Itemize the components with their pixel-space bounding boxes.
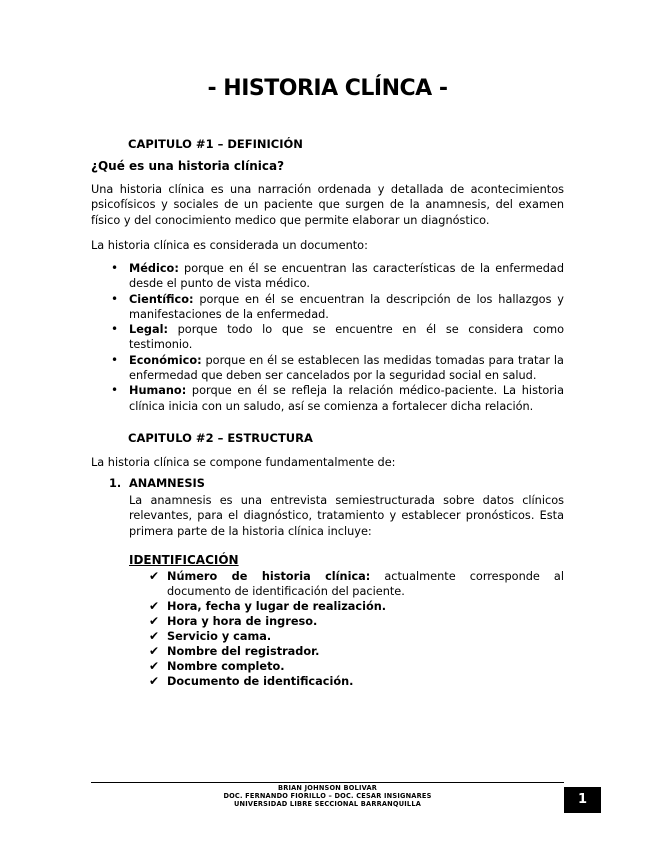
footer bbox=[91, 784, 564, 808]
list-item bbox=[129, 599, 564, 614]
check-term: Hora, fecha y lugar de realización. bbox=[167, 600, 387, 613]
list-item bbox=[91, 322, 564, 353]
document-types-list bbox=[91, 261, 564, 414]
bullet-term: Legal: bbox=[129, 323, 168, 337]
list-item bbox=[129, 629, 564, 644]
chapter-1-heading: CAPITULO #1 – DEFINICIÓN bbox=[128, 137, 303, 151]
identificacion-heading: IDENTIFICACIÓN bbox=[129, 553, 239, 567]
bullet-icon: • bbox=[111, 261, 119, 275]
list-item bbox=[91, 292, 564, 323]
bullet-text: porque todo lo que se encuentre en él se considera como testimonio. bbox=[129, 323, 564, 352]
check-term: Hora y hora de ingreso. bbox=[167, 615, 318, 628]
list-item bbox=[91, 383, 564, 414]
anamnesis-number: 1. bbox=[109, 477, 122, 490]
document-title: - HISTORIA CLÍNCA - bbox=[207, 76, 448, 101]
bullet-icon: • bbox=[111, 352, 119, 367]
definition-paragraph: Una historia clínica es una narración ordenada y detallada de acontecimientos psicofísicos y sociales de un paciente que surgen de la anamnesis, del examen físico y del conocimiento medico que permite elaborar un diagnóstico. bbox=[91, 183, 564, 227]
list-item bbox=[129, 614, 564, 629]
check-term: Servicio y cama. bbox=[167, 630, 272, 643]
anamnesis-paragraph: La anamnesis es una entrevista semiestructurada sobre datos clínicos relevantes, para el diagnóstico, tratamiento y establecer pronósticos. Esta primera parte de la historia clínica incluye: bbox=[129, 494, 564, 538]
footer-teachers: DOC. FERNANDO FIORILLO – DOC. CESAR INSIGNARES bbox=[223, 792, 432, 800]
check-text: actualmente corresponde al documento de identificación del paciente. bbox=[167, 570, 564, 598]
check-term: Nombre completo. bbox=[167, 660, 285, 673]
list-item bbox=[91, 261, 564, 292]
structure-intro-paragraph: La historia clínica se compone fundamentalmente de: bbox=[91, 456, 396, 469]
check-term: Documento de identificación. bbox=[167, 675, 354, 688]
checkmark-icon: ✔ bbox=[149, 569, 160, 583]
checkmark-icon: ✔ bbox=[149, 674, 160, 688]
bullet-term: Científico: bbox=[129, 292, 194, 306]
bullet-icon: • bbox=[111, 291, 119, 306]
bullet-text: porque en él se encuentran las características de la enfermedad desde el punto de vista médico. bbox=[129, 262, 564, 291]
identificacion-list bbox=[129, 569, 564, 689]
list-item bbox=[129, 569, 564, 599]
check-term: Número de historia clínica: bbox=[167, 570, 371, 583]
chapter-2-heading: CAPITULO #2 – ESTRUCTURA bbox=[128, 431, 313, 445]
bullet-term: Económico: bbox=[129, 353, 202, 367]
page-number: 1 bbox=[564, 787, 601, 813]
check-term: Nombre del registrador. bbox=[167, 645, 320, 658]
bullet-term: Humano: bbox=[129, 384, 187, 398]
list-item bbox=[129, 644, 564, 659]
checkmark-icon: ✔ bbox=[149, 659, 160, 673]
question-heading: ¿Qué es una historia clínica? bbox=[91, 159, 285, 173]
bullet-text: porque en él se encuentran la descripción de los hallazgos y manifestaciones de la enfermedad. bbox=[129, 292, 564, 321]
checkmark-icon: ✔ bbox=[149, 644, 160, 658]
list-item bbox=[129, 674, 564, 689]
checkmark-icon: ✔ bbox=[149, 599, 160, 613]
document-intro-paragraph: La historia clínica es considerada un documento: bbox=[91, 239, 368, 252]
bullet-term: Médico: bbox=[129, 262, 179, 275]
footer-author: BRIAN JOHNSON BOLIVAR bbox=[277, 784, 378, 792]
footer-university: UNIVERSIDAD LIBRE SECCIONAL BARRANQUILLA bbox=[233, 800, 422, 808]
anamnesis-title: ANAMNESIS bbox=[129, 477, 205, 490]
bullet-text: porque en él se refleja la relación médico-paciente. La historia clínica inicia con un saludo, así se comienza a fortalecer dicha relación. bbox=[129, 384, 564, 413]
bullet-icon: • bbox=[111, 383, 119, 398]
bullet-text: porque en él se establecen las medidas tomadas para tratar la enfermedad que deben ser cancelados por la seguridad social en salud. bbox=[129, 353, 564, 383]
checkmark-icon: ✔ bbox=[149, 614, 160, 628]
footer-divider bbox=[91, 782, 564, 783]
checkmark-icon: ✔ bbox=[149, 629, 160, 643]
list-item bbox=[91, 353, 564, 384]
bullet-icon: • bbox=[111, 322, 119, 337]
list-item bbox=[129, 659, 564, 674]
